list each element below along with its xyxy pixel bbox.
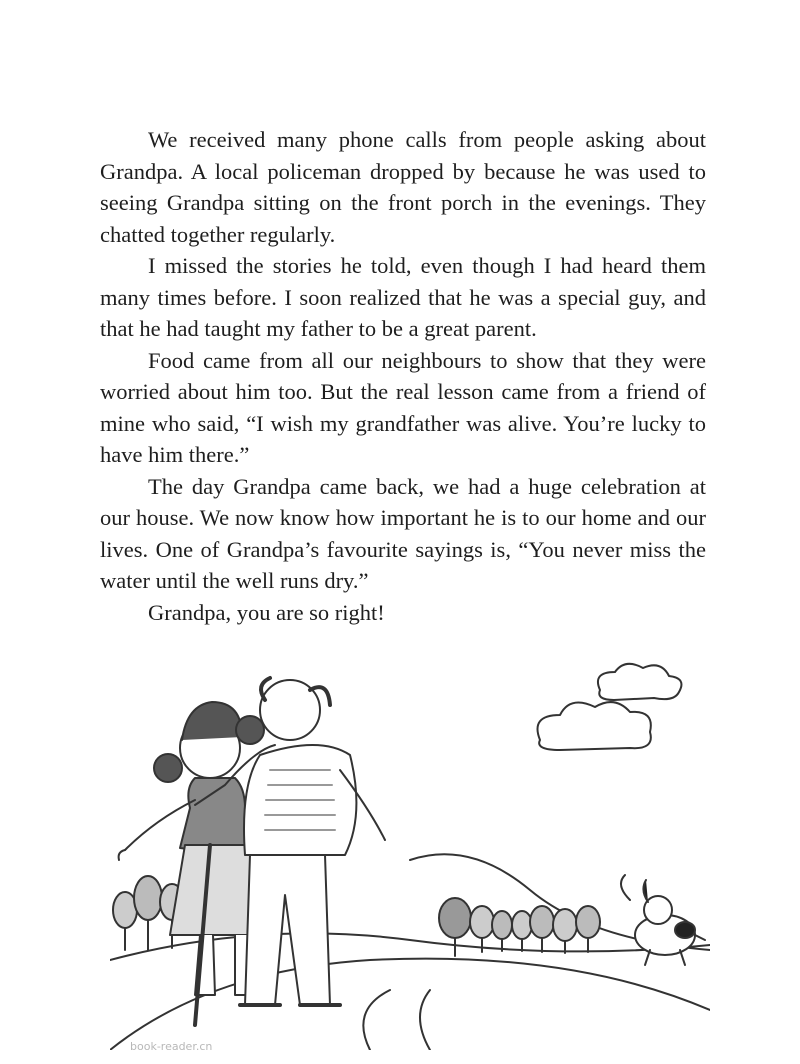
tree-icon	[439, 898, 600, 956]
paragraph-5: Grandpa, you are so right!	[148, 599, 385, 625]
grandpa-and-girl-illustration	[110, 660, 710, 1050]
watermark: book-reader.cn	[130, 1040, 213, 1053]
paragraph-4: The day Grandpa came back, we had a huge celebration at our house. We now know how important he is to our home and our lives. One of Grandpa’s favourite sayings is, “You never miss the water until the well runs dry.”	[100, 473, 706, 593]
paragraph-1: We received many phone calls from people asking about Grandpa. A local policeman dropped by because he was used to seeing Grandpa sitting on the front porch in the evenings. They chatted together regularly.	[100, 127, 706, 247]
paragraph-3: Food came from all our neighbours to show that they were worried about him too. But the real lesson came from a friend of mine who said, “I wish my grandfather was alive. You’re lucky to have him there.”	[100, 347, 706, 467]
story-text	[100, 124, 706, 628]
girl-figure-icon	[119, 702, 264, 995]
cloud-icon	[598, 664, 682, 700]
cloud-icon	[538, 702, 651, 750]
paragraph-2: I missed the stories he told, even though I had heard them many times before. I soon realized that he was a special guy, and that he had taught my father to be a great parent.	[100, 253, 706, 341]
dog-figure-icon	[621, 875, 705, 965]
